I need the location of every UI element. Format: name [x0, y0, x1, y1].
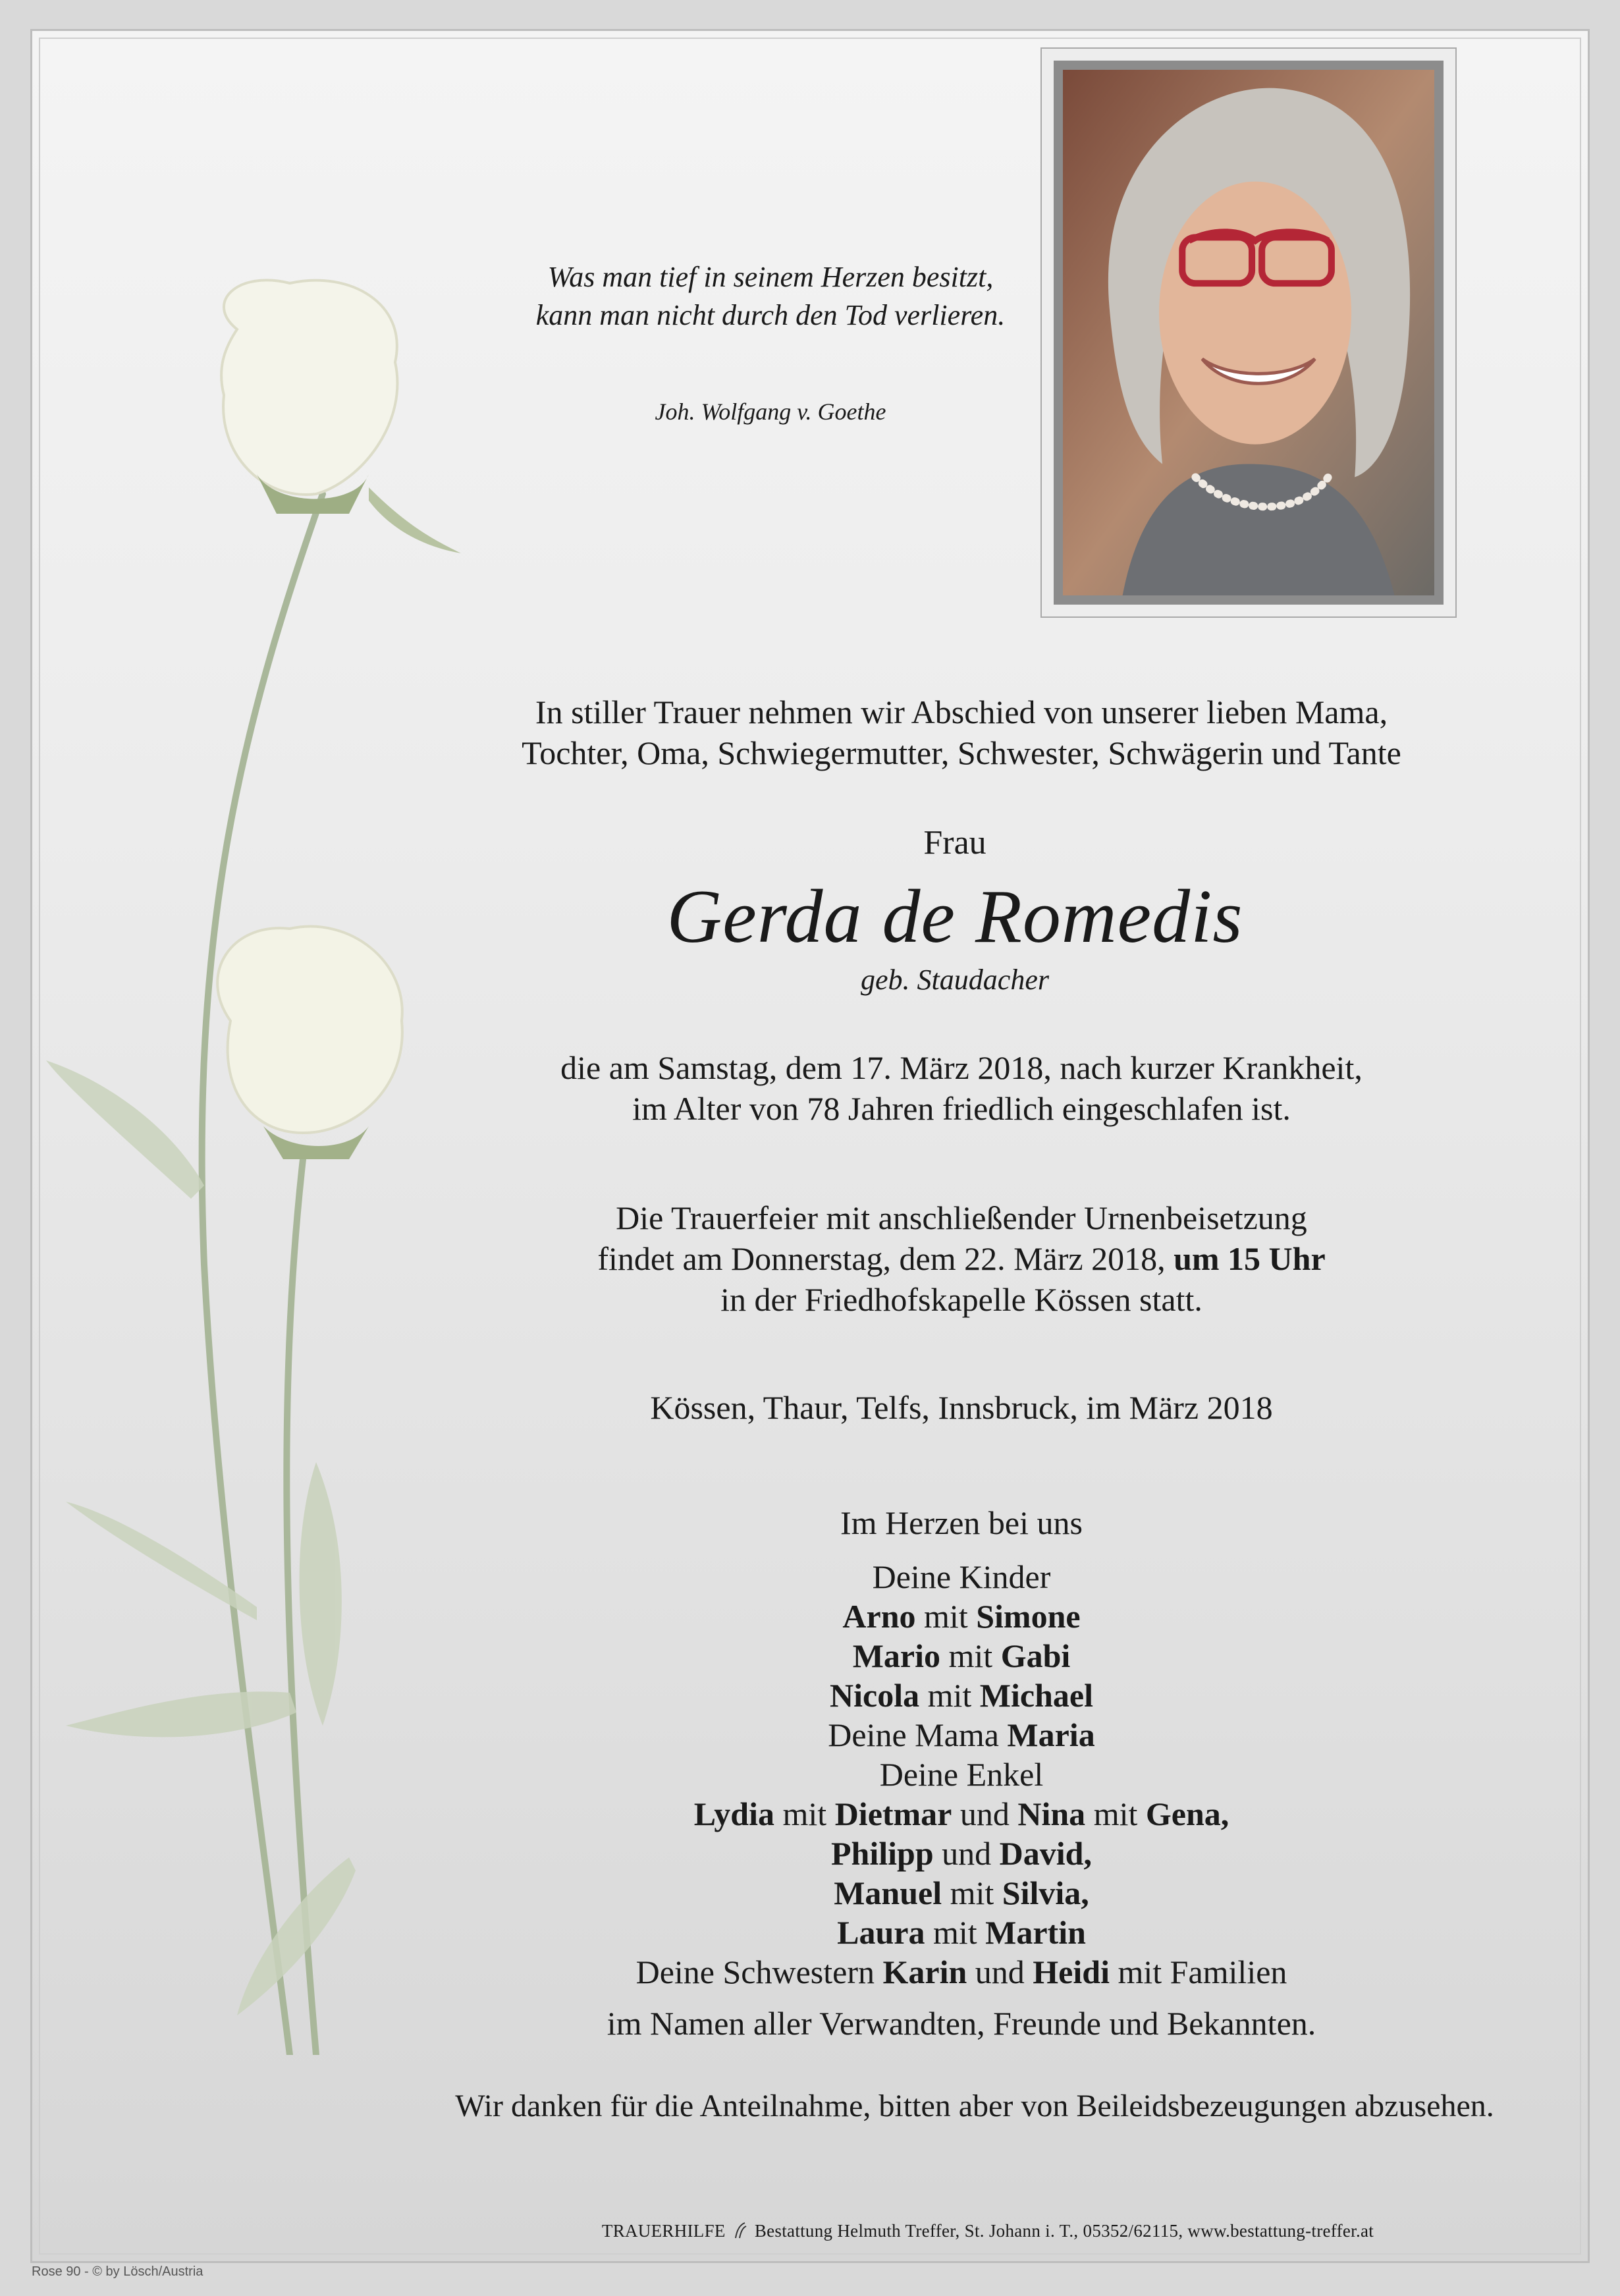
- intro-line: In stiller Trauer nehmen wir Abschied von unserer lieben Mama,: [535, 694, 1388, 730]
- family-row: Philipp und David,: [831, 1835, 1092, 1872]
- relatives-line: im Namen aller Verwandten, Freunde und Bekannten.: [607, 2005, 1316, 2042]
- funeral-details: [408, 1197, 1515, 1320]
- intro-text: [408, 692, 1515, 773]
- family-row: Deine Mama Maria: [828, 1716, 1095, 1753]
- grandchildren-label: Deine Enkel: [879, 1756, 1044, 1793]
- footer-text: Bestattung Helmuth Treffer, St. Johann i. T., 05352/62115, www.bestattung-treffer.at: [754, 2221, 1374, 2241]
- family-row: Lydia mit Dietmar und Nina mit Gena,: [693, 1795, 1229, 1832]
- funeral-home-footer: [461, 2221, 1515, 2241]
- goethe-quote: [421, 258, 1120, 335]
- funeral-line: Die Trauerfeier mit anschließender Urnenbeisetzung: [616, 1199, 1307, 1236]
- family-row: Nicola mit Michael: [830, 1677, 1093, 1714]
- maiden-name: geb. Staudacher: [861, 964, 1049, 996]
- trauerhilfe-logo-icon: [733, 2221, 747, 2241]
- family-row: Laura mit Martin: [837, 1914, 1086, 1951]
- family-row: Mario mit Gabi: [852, 1637, 1071, 1674]
- copyright-note: Rose 90 - © by Lösch/Austria: [32, 2264, 203, 2279]
- children-label: Deine Kinder: [872, 1558, 1051, 1595]
- family-row: Arno mit Simone: [842, 1598, 1081, 1635]
- funeral-line: [408, 1238, 1515, 1279]
- family-heading: Im Herzen bei uns: [840, 1504, 1083, 1541]
- quote-line: kann man nicht durch den Tod verlieren.: [535, 299, 1006, 331]
- deceased-name: Gerda de Romedis: [666, 875, 1243, 959]
- quote-line: Was man tief in seinem Herzen besitzt,: [547, 261, 994, 293]
- thanks-note: Wir danken für die Anteilnahme, bitten aber von Beileidsbezeugungen abzusehen.: [455, 2089, 1494, 2123]
- footer-brand: TRAUERHILFE: [601, 2221, 726, 2241]
- places-date: Kössen, Thaur, Telfs, Innsbruck, im März 2018: [650, 1389, 1273, 1426]
- funeral-time: um 15 Uhr: [1174, 1240, 1326, 1277]
- funeral-line: in der Friedhofskapelle Kössen statt.: [720, 1281, 1202, 1318]
- death-notice: [408, 1047, 1515, 1129]
- death-line: die am Samstag, dem 17. März 2018, nach kurzer Krankheit,: [560, 1049, 1363, 1086]
- quote-author: Joh. Wolfgang v. Goethe: [655, 398, 886, 425]
- salutation: Frau: [923, 824, 986, 861]
- funeral-date: findet am Donnerstag, dem 22. März 2018,: [597, 1240, 1166, 1277]
- family-row: Manuel mit Silvia,: [834, 1874, 1089, 1911]
- intro-line: Tochter, Oma, Schwiegermutter, Schwester, Schwägerin und Tante: [522, 734, 1401, 771]
- family-list: [408, 1503, 1515, 2043]
- family-row: Deine Schwestern Karin und Heidi mit Familien: [635, 1954, 1287, 1990]
- death-line: im Alter von 78 Jahren friedlich eingeschlafen ist.: [632, 1090, 1291, 1127]
